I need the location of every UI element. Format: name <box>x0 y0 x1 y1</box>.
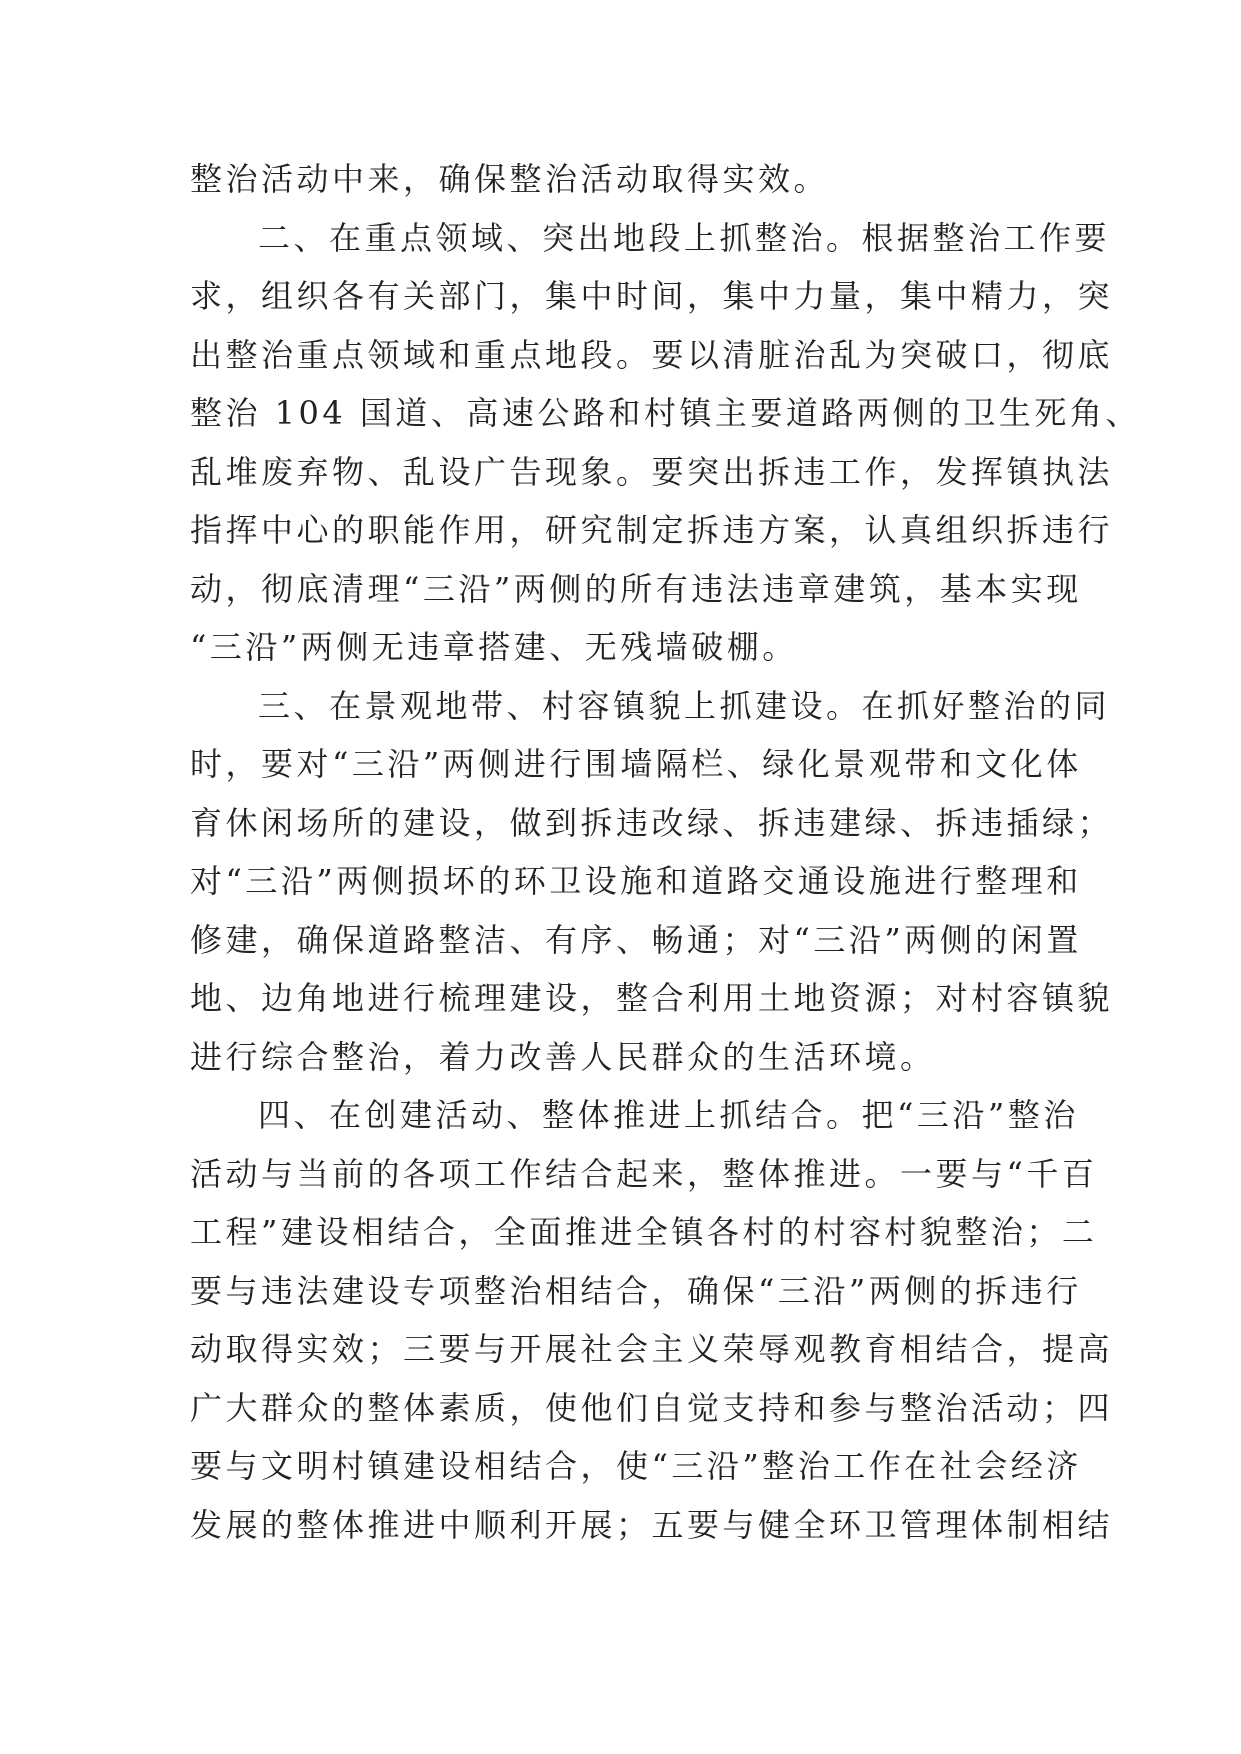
paragraph-first-line: 三、在景观地带、村容镇貌上抓建设。在抓好整治的同 <box>258 686 1111 725</box>
text-line: 动取得实效；三要与开展社会主义荣辱观教育相结合，提高 <box>190 1330 1114 1368</box>
text-line: 指挥中心的职能作用，研究制定拆违方案，认真组织拆违行 <box>190 511 1114 549</box>
paragraph-first-line: 四、在创建活动、整体推进上抓结合。把“三沿”整治 <box>258 1096 1079 1134</box>
text-line: 求，组织各有关部门，集中时间，集中力量，集中精力，突 <box>190 277 1114 315</box>
document-body <box>190 150 1141 1554</box>
text-line: 动，彻底清理“三沿”两侧的所有违法违章建筑，基本实现 <box>190 569 1082 608</box>
text-line: 活动与当前的各项工作结合起来，整体推进。一要与“千百 <box>190 1154 1098 1193</box>
text-line: 发展的整体推进中顺利开展；五要与健全环卫管理体制相结 <box>190 1505 1114 1544</box>
text-line: 修建，确保道路整洁、有序、畅通；对“三沿”两侧的闲置 <box>190 920 1082 959</box>
text-line: 出整治重点领域和重点地段。要以清脏治乱为突破口，彻底 <box>190 335 1114 374</box>
text-line: “三沿”两侧无违章搭建、无残墙破棚。 <box>190 628 798 666</box>
text-line: 对“三沿”两侧损坏的环卫设施和道路交通设施进行整理和 <box>190 862 1082 900</box>
text-line: 广大群众的整体素质，使他们自觉支持和参与整治活动；四 <box>190 1388 1114 1427</box>
text-line: 整治 104 国道、高速公路和村镇主要道路两侧的卫生死角、 <box>190 394 1141 432</box>
paragraph-first-line: 二、在重点领域、突出地段上抓整治。根据整治工作要 <box>258 218 1111 257</box>
text-line: 工程”建设相结合，全面推进全镇各村的村容村貌整治；二 <box>190 1213 1098 1251</box>
text-line: 乱堆废弃物、乱设广告现象。要突出拆违工作，发挥镇执法 <box>190 452 1114 491</box>
text-line: 进行综合整治，着力改善人民群众的生活环境。 <box>190 1037 936 1076</box>
text-line: 要与文明村镇建设相结合，使“三沿”整治工作在社会经济 <box>190 1447 1082 1485</box>
text-line: 整治活动中来，确保整治活动取得实效。 <box>190 160 830 198</box>
text-line: 要与违法建设专项整治相结合，确保“三沿”两侧的拆违行 <box>190 1271 1082 1310</box>
text-line: 育休闲场所的建设，做到拆违改绿、拆违建绿、拆违插绿； <box>190 803 1114 842</box>
text-line: 地、边角地进行梳理建设，整合利用土地资源；对村容镇貌 <box>190 979 1114 1017</box>
text-line: 时，要对“三沿”两侧进行围墙隔栏、绿化景观带和文化体 <box>190 745 1082 783</box>
